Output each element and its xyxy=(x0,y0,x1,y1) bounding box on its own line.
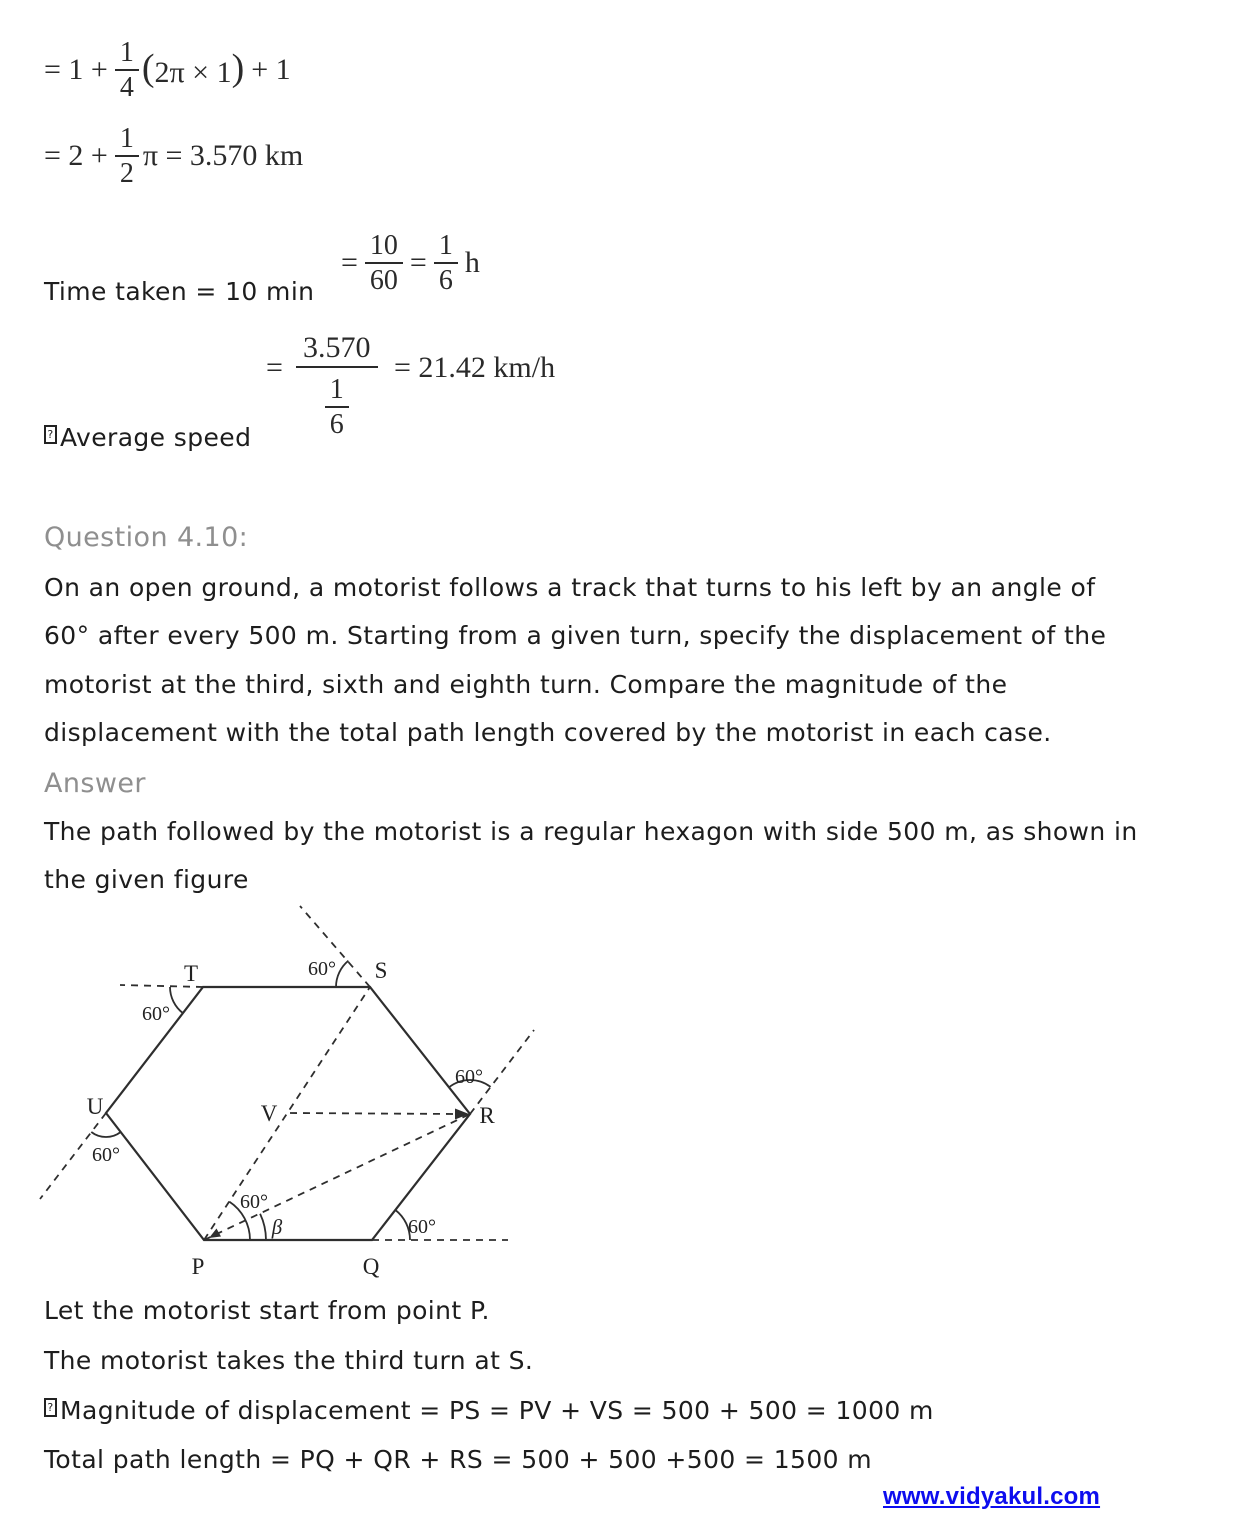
fraction-1-6 xyxy=(434,229,458,297)
fraction-1-2 xyxy=(115,122,139,190)
eq1-paren-content: 2π × 1 xyxy=(154,55,232,89)
eq1-suffix: + 1 xyxy=(251,53,291,86)
time-taken-label: Time taken = 10 min xyxy=(44,277,315,306)
vertex-label-R: R xyxy=(479,1103,495,1128)
avg-result: = 21.42 km/h xyxy=(394,351,556,384)
equals-sign: = xyxy=(409,246,427,279)
fraction-numerator: 1 xyxy=(119,123,134,154)
conclusion-line-1: Let the motorist start from point P. xyxy=(44,1296,490,1325)
vertex-label-T: T xyxy=(183,961,199,986)
big-fraction xyxy=(296,329,378,441)
question-line: motorist at the third, sixth and eighth turn. Compare the magnitude of the xyxy=(44,670,1008,699)
arc-at-T xyxy=(170,987,183,1013)
answer-intro-line: the given figure xyxy=(44,865,249,894)
equation-line-1 xyxy=(44,36,291,104)
fraction-10-60 xyxy=(365,229,403,297)
fraction-numerator: 1 xyxy=(438,230,453,261)
angle-label-60-at-S: 60° xyxy=(308,958,336,980)
eq2-prefix: = 2 + xyxy=(44,139,108,172)
nested-fraction-1-6 xyxy=(325,373,349,441)
big-fraction-numerator: 3.570 xyxy=(303,331,371,364)
answer-intro-line: The path followed by the motorist is a regular hexagon with side 500 m, as shown in xyxy=(44,817,1138,846)
answer-heading: Answer xyxy=(44,768,146,799)
angle-label-60-at-T: 60° xyxy=(142,1003,170,1025)
conclusion-line-3 xyxy=(44,1397,934,1426)
fraction-numerator: 1 xyxy=(329,374,344,405)
fraction-numerator: 1 xyxy=(119,37,134,68)
vertex-label-U: U xyxy=(86,1094,104,1119)
unit-hours: h xyxy=(464,246,480,279)
eq2-suffix: π = 3.570 km xyxy=(142,139,304,172)
equals-sign: = xyxy=(341,246,358,279)
question-line: On an open ground, a motorist follows a track that turns to his left by an angle of xyxy=(44,573,1096,602)
fraction-denominator: 6 xyxy=(325,406,349,441)
left-paren: ( xyxy=(141,46,155,89)
missing-glyph-box: ? xyxy=(44,1398,57,1417)
arc-beta-at-P xyxy=(260,1214,266,1240)
missing-glyph-box: ? xyxy=(44,425,57,444)
fraction-denominator: 60 xyxy=(365,262,403,297)
hexagon-figure xyxy=(0,890,580,1290)
right-paren: ) xyxy=(231,46,245,89)
vidyakul-link[interactable]: www.vidyakul.com xyxy=(883,1483,1101,1510)
vertex-label-S: S xyxy=(374,958,388,983)
fraction-numerator: 10 xyxy=(369,230,398,261)
avg-equals: = xyxy=(266,351,283,384)
magnitude-text: Magnitude of displacement = PS = PV + VS = 500 + 500 = 1000 m xyxy=(60,1396,934,1425)
angle-label-60-at-R: 60° xyxy=(455,1066,483,1088)
equation-line-2 xyxy=(44,122,303,190)
vertex-label-Q: Q xyxy=(362,1254,380,1279)
conclusion-line-2: The motorist takes the third turn at S. xyxy=(44,1346,534,1375)
fraction-1-4 xyxy=(115,36,139,104)
vertex-label-P: P xyxy=(191,1254,205,1279)
average-speed-text: Average speed xyxy=(60,423,252,452)
question-line: 60° after every 500 m. Starting from a given turn, specify the displacement of the xyxy=(44,621,1107,650)
question-heading: Question 4.10: xyxy=(44,522,249,553)
time-taken-math xyxy=(341,229,480,297)
arc-at-U xyxy=(91,1132,120,1137)
angle-label-60-at-Q: 60° xyxy=(408,1216,436,1238)
fraction-denominator: 2 xyxy=(115,155,139,190)
angle-label-beta-at-P: β xyxy=(271,1215,283,1239)
fraction-denominator: 4 xyxy=(115,69,139,104)
arc-at-S xyxy=(336,961,348,987)
avg-big-fraction xyxy=(296,329,378,441)
segment-V-to-R xyxy=(290,1113,456,1114)
big-fraction-denominator xyxy=(296,368,378,441)
eq1-prefix: = 1 + xyxy=(44,53,108,86)
angle-label-60-at-U: 60° xyxy=(92,1144,120,1166)
fraction-denominator: 6 xyxy=(434,262,458,297)
conclusion-line-4: Total path length = PQ + QR + RS = 500 + 500 +500 = 1500 m xyxy=(44,1445,873,1474)
angle-label-60-at-P: 60° xyxy=(240,1191,268,1213)
vertex-label-V: V xyxy=(260,1101,278,1126)
average-speed-label xyxy=(44,424,251,453)
eq1-paren-group xyxy=(141,46,245,90)
question-line: displacement with the total path length covered by the motorist in each case. xyxy=(44,718,1052,747)
